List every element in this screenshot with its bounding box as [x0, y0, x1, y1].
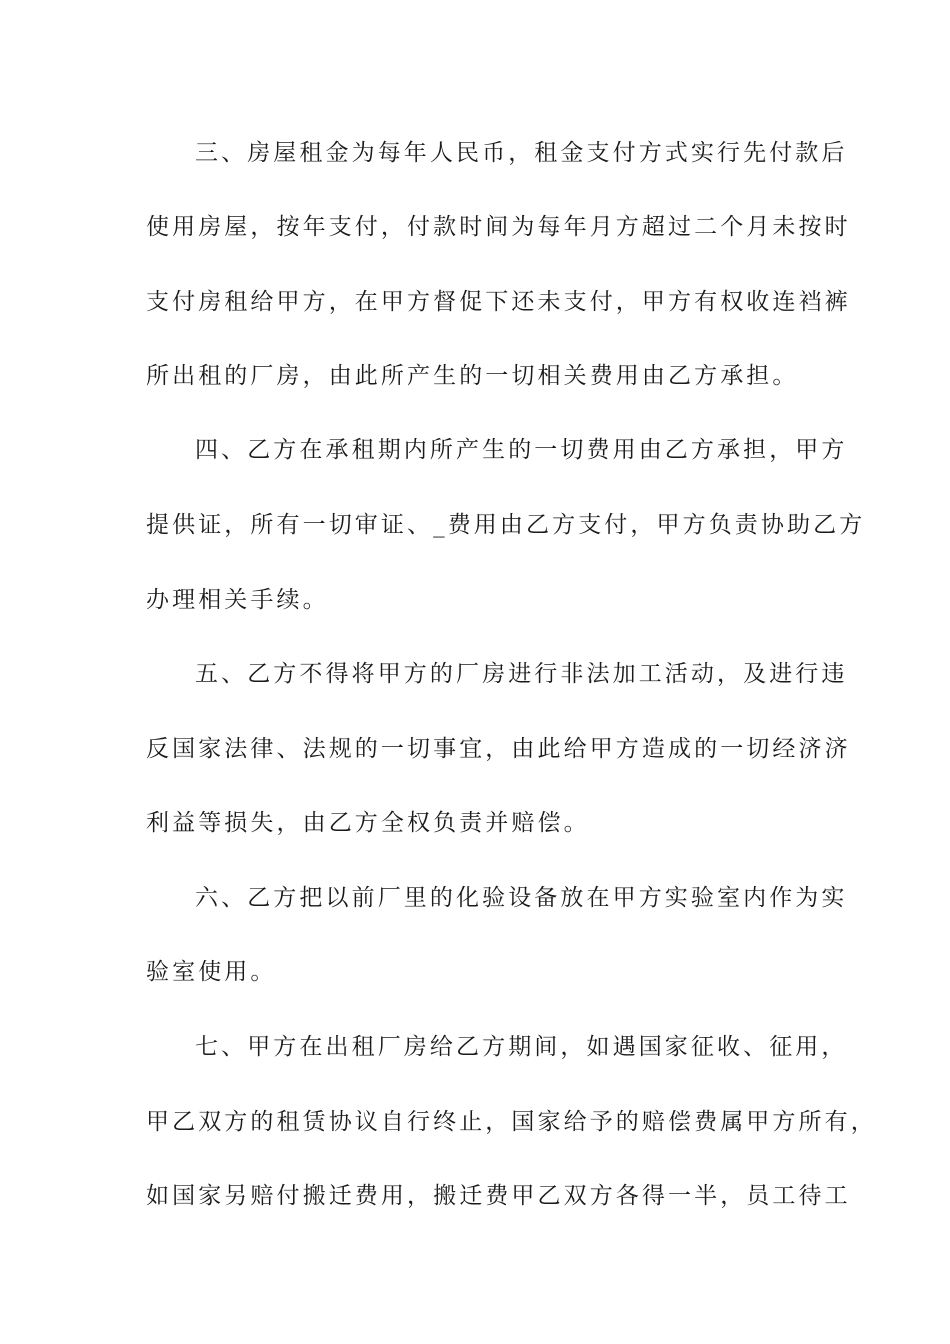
clause-7-line-3: 如国家另赔付搬迁费用，搬迁费甲乙双方各得一半，员工待工 — [146, 1183, 851, 1209]
clause-4-line-3: 办理相关手续。 — [146, 587, 329, 613]
clause-3-line-1: 三、房屋租金为每年人民币，租金支付方式实行先付款后 — [195, 140, 848, 166]
clause-3-line-2: 使用房屋，按年支付，付款时间为每年月方超过二个月未按时 — [146, 214, 851, 240]
clause-7-line-2: 甲乙双方的租赁协议自行终止，国家给予的赔偿费属甲方所有， — [146, 1109, 877, 1135]
clause-3-line-3: 支付房租给甲方，在甲方督促下还未支付，甲方有权收连裆裤 — [146, 289, 851, 315]
clause-6-line-1: 六、乙方把以前厂里的化验设备放在甲方实验室内作为实 — [195, 885, 848, 911]
clause-4-line-2: 提供证，所有一切审证、_费用由乙方支付，甲方负责协助乙方 — [146, 512, 866, 538]
clause-4-line-1: 四、乙方在承租期内所产生的一切费用由乙方承担，甲方 — [195, 437, 848, 463]
clause-5-line-3: 利益等损失，由乙方全权负责并赔偿。 — [146, 810, 590, 836]
clause-5-line-2: 反国家法律、法规的一切事宜，由此给甲方造成的一切经济济 — [146, 736, 851, 762]
clause-7-line-1: 七、甲方在出租厂房给乙方期间，如遇国家征收、征用， — [195, 1034, 848, 1060]
clause-3-line-4: 所出租的厂房，由此所产生的一切相关费用由乙方承担。 — [146, 363, 799, 389]
clause-5-line-1: 五、乙方不得将甲方的厂房进行非法加工活动，及进行违 — [195, 661, 848, 687]
clause-6-line-2: 验室使用。 — [146, 959, 277, 985]
